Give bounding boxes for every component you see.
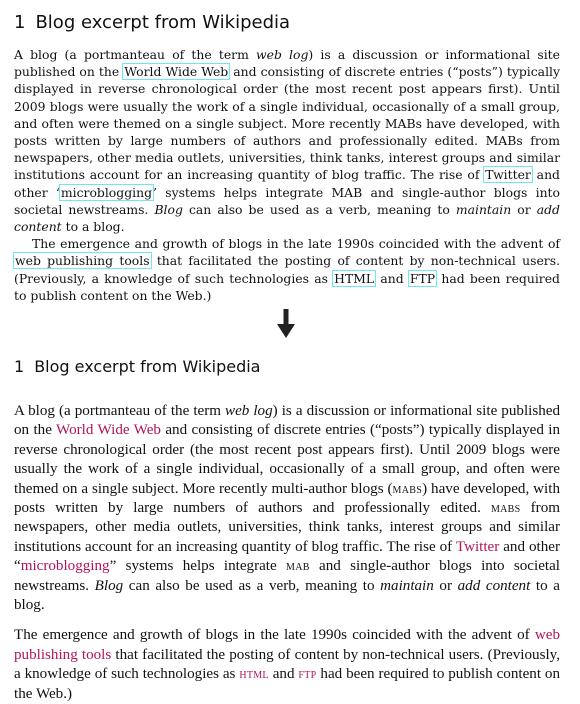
text-run: and other “ <box>14 538 560 575</box>
text-run: to a blog. <box>14 577 560 614</box>
text-run: that facilitated the posting of content by non-technical users. (Previously, a knowledge of such technologies as <box>14 646 560 683</box>
text-run: and other ‘ <box>14 167 560 200</box>
link-microblogging[interactable]: microblogging <box>60 184 153 200</box>
text-run: and single-author blogs into societal newstreams. <box>14 558 560 594</box>
text-run: ” systems helps integrate <box>109 558 286 575</box>
original-excerpt <box>14 8 560 304</box>
emphasis: Blog <box>94 577 124 594</box>
link-html[interactable]: HTML <box>334 270 375 286</box>
text-run: ) is a discussion or informational site published on the <box>14 403 560 439</box>
text-run: can also be used as a verb, meaning to <box>123 577 381 594</box>
section-heading <box>14 8 560 38</box>
paragraph <box>14 402 560 615</box>
down-arrow-icon <box>276 309 296 339</box>
section-title: Blog excerpt from Wikipedia <box>34 357 261 376</box>
text-run: and <box>268 666 299 683</box>
year: 1990s <box>310 627 348 644</box>
paragraph <box>14 235 560 304</box>
text-run: blogs were usually the work of a single individual, occasionally of a small group, and often were themed on a single subject. More recently multi-author blogs ( <box>14 441 560 497</box>
emphasis: Blog <box>154 201 183 217</box>
text-run: A blog (a portmanteau of the term <box>14 403 226 419</box>
text-run: or <box>511 201 537 217</box>
link-ftp[interactable]: ftp <box>298 667 317 683</box>
text-run: A blog (a portmanteau of the term <box>14 47 256 62</box>
text-run: ) is a discussion or informational site published on the <box>14 47 560 80</box>
text-run: to a blog. <box>61 219 125 235</box>
text-run: and <box>375 270 409 286</box>
text-run: or <box>433 577 458 594</box>
paragraph <box>14 46 560 235</box>
text-run: had been required to publish content on the Web.) <box>14 270 560 303</box>
section-title: Blog excerpt from Wikipedia <box>35 12 291 33</box>
text-run: The emergence and growth of blogs in the late 1990s coincided with the advent of <box>32 236 560 252</box>
text-run: The emergence and growth of blogs in the late <box>14 627 311 644</box>
link-web-publishing-tools[interactable]: web publishing tools <box>14 627 560 663</box>
link-twitter[interactable]: Twitter <box>455 538 500 555</box>
text-run: and consisting of discrete entries (“posts”) typically displayed in reverse chronological order (the most recent post appears first). Until <box>14 422 561 458</box>
link-world-wide-web[interactable]: World Wide Web <box>56 422 161 439</box>
link-world-wide-web[interactable]: World Wide Web <box>124 64 229 80</box>
text-run: ’ systems helps integrate MAB and single-author blogs into societal newstreams. <box>14 184 560 217</box>
abbreviation: mabs <box>392 481 423 497</box>
text-run: and consisting of discrete entries (“posts”) typically displayed in reverse chronological order (the most recent post appears first). Until 2009 blogs were usually the work of a single individual, occasionally of a small group, and often were themed on a single subject. More recently MABs have developed, with posts written by large numbers of authors and professionally edited. MABs from newspapers, other media outlets, universities, think tanks, interest groups and similar institutions account for an increasing quantity of blog traffic. The rise of <box>14 64 560 183</box>
section-heading <box>14 352 560 382</box>
link-twitter[interactable]: Twitter <box>485 167 531 183</box>
paragraph <box>14 626 560 704</box>
emphasis: web log <box>225 403 273 419</box>
abbreviation: mab <box>286 559 310 575</box>
text-run: that facilitated the posting of content by non-technical users. (Previously, a knowledge of such technologies as <box>14 253 561 286</box>
text-run: had been required to publish content on the Web.) <box>14 666 560 702</box>
emphasis: add content <box>457 577 531 594</box>
text-run: coincided with the advent of <box>347 627 535 644</box>
emphasis: maintain <box>455 201 512 217</box>
typeset-excerpt <box>14 352 560 704</box>
year: 2009 <box>456 441 487 458</box>
link-ftp[interactable]: FTP <box>409 270 436 286</box>
text-run: can also be used as a verb, meaning to <box>182 201 456 217</box>
text-run: from newspapers, other media outlets, universities, think tanks, interest groups and similar institutions account for an increasing quantity of blog traffic. The rise of <box>14 500 560 555</box>
link-web-publishing-tools[interactable]: web publishing tools <box>15 253 150 269</box>
emphasis: add content <box>14 201 560 235</box>
emphasis: maintain <box>380 577 434 594</box>
section-number: 1 <box>14 357 25 376</box>
emphasis: web log <box>256 47 309 62</box>
section-number: 1 <box>14 12 26 33</box>
link-html[interactable]: html <box>239 667 269 683</box>
link-microblogging[interactable]: microblogging <box>20 558 110 575</box>
text-run: ) have developed, with posts written by large numbers of authors and professionally edited. <box>14 480 560 517</box>
abbreviation: mabs <box>490 501 521 517</box>
